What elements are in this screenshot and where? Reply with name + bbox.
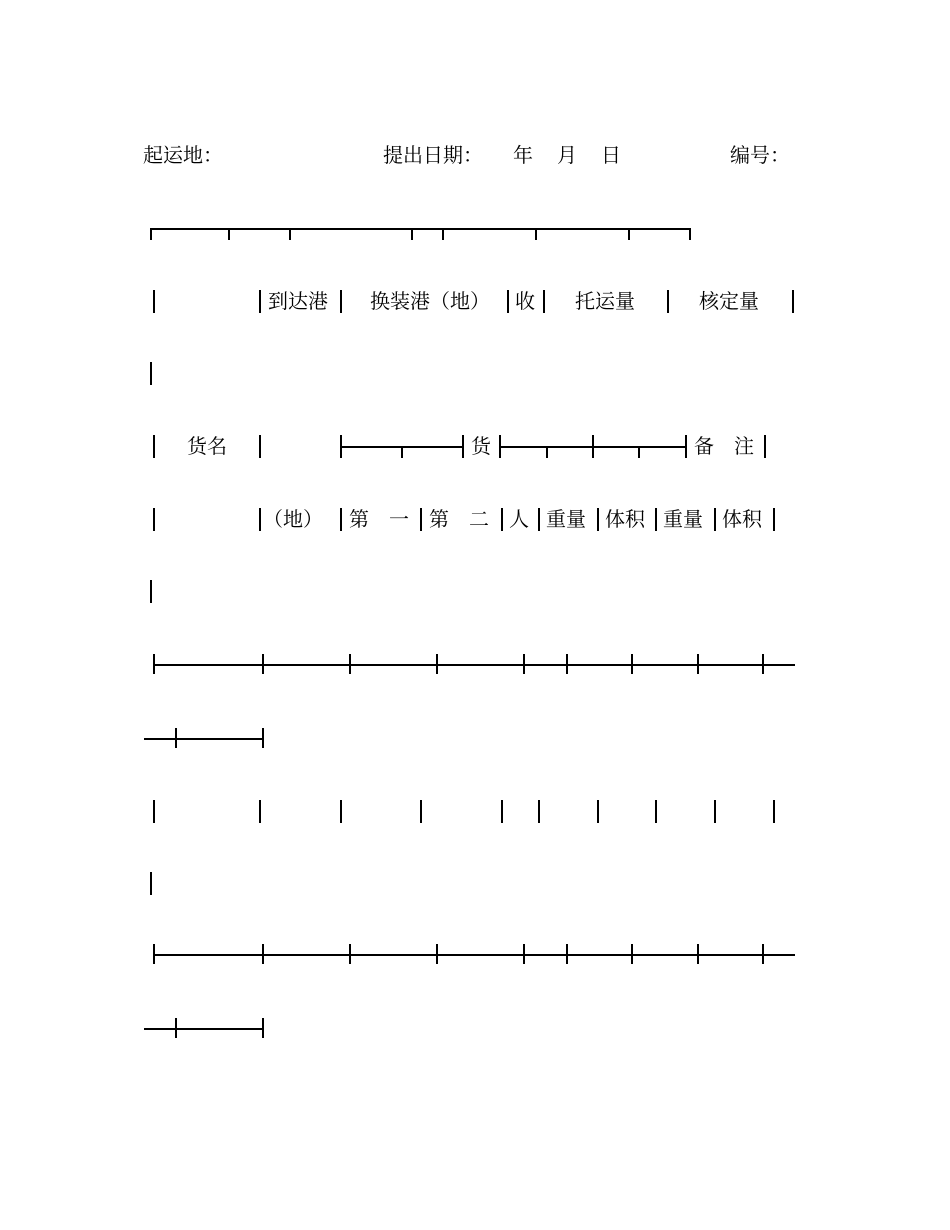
- approved-volume-header: 体积: [722, 507, 762, 531]
- cargo-name-header: 货名: [187, 434, 227, 458]
- table-left-border: [150, 872, 152, 895]
- table-left-border: [150, 362, 152, 385]
- first-transfer-header: 第 一: [349, 507, 409, 531]
- shipped-weight-header: 重量: [546, 507, 586, 531]
- table-left-border: [150, 580, 152, 603]
- second-transfer-header: 第 二: [429, 507, 489, 531]
- year-label: 年: [513, 143, 533, 167]
- remarks-header: 备 注: [694, 434, 754, 458]
- submit-date-label: 提出日期：: [383, 143, 483, 167]
- consignee-header-mid: 货: [471, 434, 491, 458]
- shipped-quantity-header: 托运量: [575, 289, 635, 313]
- shipped-volume-header: 体积: [605, 507, 645, 531]
- consignee-header-top: 收: [515, 289, 535, 313]
- number-label: 编号：: [730, 143, 790, 167]
- approved-weight-header: 重量: [663, 507, 703, 531]
- month-label: 月: [557, 143, 577, 167]
- place-paren-header: （地）: [263, 507, 323, 531]
- approved-quantity-header: 核定量: [699, 289, 759, 313]
- origin-label: 起运地：: [143, 143, 223, 167]
- day-label: 日: [601, 143, 621, 167]
- destination-port-header: 到达港: [268, 289, 328, 313]
- transfer-port-header: 换装港（地）: [370, 289, 490, 313]
- consignee-header-bottom: 人: [509, 507, 529, 531]
